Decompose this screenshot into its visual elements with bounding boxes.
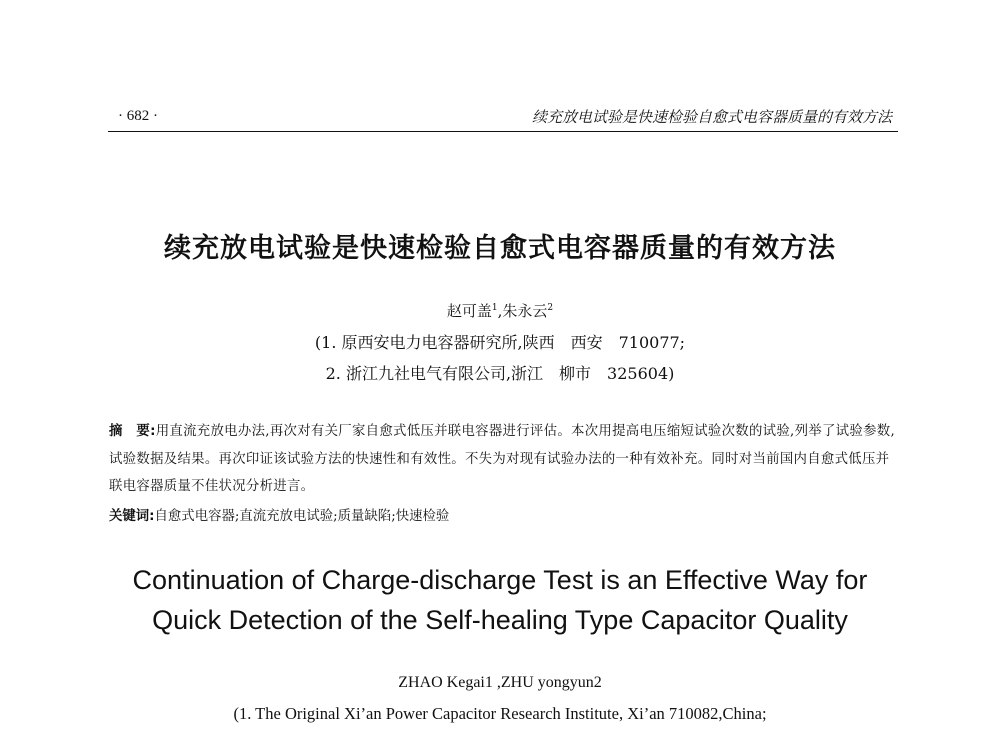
chinese-authors: [0, 300, 1000, 321]
author-separator: ,: [497, 302, 503, 320]
keywords-label: 关键词:: [109, 509, 155, 524]
author-2: 朱永云: [502, 302, 548, 320]
chinese-title: 续充放电试验是快速检验自愈式电容器质量的有效方法: [164, 233, 836, 264]
author-2-affiliation-mark: 2: [547, 303, 554, 313]
english-title-line-1: Continuation of Charge-discharge Test is an Effective Way for: [132, 565, 868, 595]
header-rule: [108, 131, 898, 132]
keywords: [109, 507, 899, 527]
abstract-text: 用直流充放电办法,再次对有关厂家自愈式低压并联电容器进行评估。本次用提高电压缩短试验次数的试验,列举了试验参数,试验数据及结果。再次印证该试验方法的快速性和有效性。不失为对现有试验办法的一种有效补充。同时对当前国内自愈式低压并联电容器质量不佳状况分析进言。: [109, 424, 896, 494]
chinese-affiliation-2: 2. 浙江九社电气有限公司,浙江 柳市 325604): [325, 364, 675, 383]
running-header: [108, 106, 898, 128]
english-title-line-2: Quick Detection of the Self-healing Type Capacitor Quality: [152, 605, 848, 635]
running-title: 续充放电试验是快速检验自愈式电容器质量的有效方法: [531, 108, 892, 126]
chinese-affiliation-1: (1. 原西安电力电容器研究所,陕西 西安 710077;: [314, 333, 686, 352]
english-affiliation-1: (1. The Original Xi’an Power Capacitor Research Institute, Xi’an 710082,China;: [233, 704, 767, 723]
keywords-text: 自愈式电容器;直流充放电试验;质量缺陷;快速检验: [154, 509, 450, 524]
abstract-label: 摘 要:: [109, 424, 156, 439]
author-1-affiliation-mark: 1: [491, 303, 498, 313]
english-authors: ZHAO Kegai1 ,ZHU yongyun2: [398, 674, 602, 691]
page-number: · 682 ·: [118, 108, 158, 124]
author-1: 赵可盖: [446, 302, 492, 320]
abstract: [109, 418, 899, 501]
